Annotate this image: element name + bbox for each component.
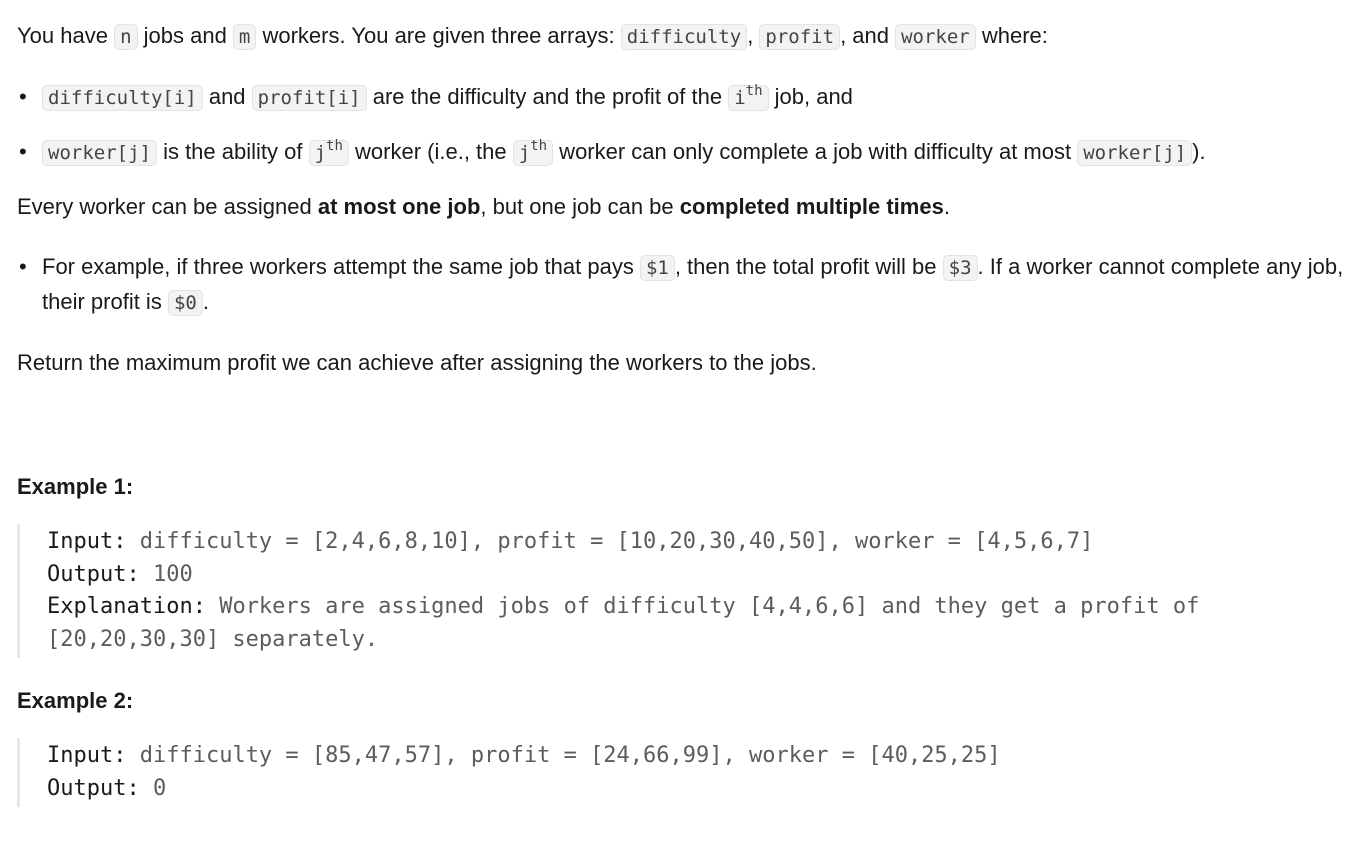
code-dollar-0: $0 (168, 290, 203, 316)
list-text: worker (i.e., the (348, 139, 513, 164)
intro-text: jobs and (137, 23, 233, 48)
explanation-label: Explanation: (47, 594, 206, 619)
code-dollar-1: $1 (640, 255, 675, 281)
list-text: job, and (768, 84, 853, 109)
definitions-list (17, 80, 1358, 170)
output-label: Output: (47, 561, 140, 587)
bold-text: at most one job (317, 194, 481, 219)
code-difficulty-i: difficulty[i] (42, 85, 203, 111)
intro-text: , and (840, 23, 896, 48)
para-text: . (943, 194, 950, 219)
superscript: th (745, 82, 763, 99)
superscript: th (326, 137, 343, 154)
para-text: , but one job can be (480, 194, 680, 219)
intro-paragraph (17, 19, 1358, 54)
code-var: j (314, 142, 327, 164)
code-profit: profit (759, 24, 840, 50)
output-value: 0 (139, 775, 167, 801)
list-item (17, 250, 1358, 320)
list-item (17, 135, 1358, 170)
list-text: For example, if three workers attempt the same job that pays (42, 254, 640, 279)
intro-text: , (747, 23, 760, 48)
example-1-block (17, 524, 1282, 658)
bold-text: completed multiple times (679, 194, 944, 219)
code-var: j (518, 142, 531, 164)
code-var: i (734, 87, 746, 109)
output-label: Output: (47, 775, 140, 801)
code-jth (309, 137, 349, 166)
code-worker-j: worker[j] (42, 140, 157, 166)
bullet-icon: • (19, 139, 27, 164)
intro-text: where: (975, 23, 1048, 48)
example-2-title: Example 2: (17, 688, 134, 713)
code-profit-i: profit[i] (252, 85, 367, 111)
bullet-icon: • (19, 254, 27, 279)
list-text: and (202, 84, 252, 109)
intro-text: workers. You are given three arrays: (256, 23, 621, 48)
code-worker-j: worker[j] (1077, 140, 1192, 166)
input-value: difficulty = [85,47,57], profit = [24,66,99], worker = [40,25,25] (126, 743, 1001, 768)
example-note-list (17, 250, 1358, 320)
input-label: Input: (47, 743, 127, 768)
input-value: difficulty = [2,4,6,8,10], profit = [10,20,30,40,50], worker = [4,5,6,7] (126, 529, 1094, 554)
explanation-value: Workers are assigned jobs of difficulty [4,4,6,6] and they get a profit of [20,20,30,30] separately. (47, 594, 1213, 652)
example-2-block (17, 738, 1282, 807)
code-jth (513, 137, 553, 166)
intro-text: You have (17, 23, 115, 48)
list-text: are the difficulty and the profit of the (366, 84, 729, 109)
list-text: worker can only complete a job with difficulty at most (553, 139, 1078, 164)
assignment-rule-paragraph (17, 190, 1358, 224)
list-text: ). (1192, 139, 1206, 164)
list-item (17, 80, 1358, 115)
list-text: . (202, 289, 209, 314)
bullet-icon: • (19, 84, 27, 109)
code-dollar-3: $3 (943, 255, 978, 281)
code-worker: worker (895, 24, 976, 50)
input-label: Input: (47, 529, 127, 554)
para-text: Every worker can be assigned (17, 194, 318, 219)
code-difficulty: difficulty (621, 24, 747, 50)
code-ith (728, 82, 768, 111)
example-1-title: Example 1: (17, 474, 134, 499)
code-m: m (233, 24, 256, 50)
code-n: n (114, 24, 137, 50)
list-text: is the ability of (156, 139, 309, 164)
list-text: . If a worker cannot complete any job, their profit is (42, 254, 1344, 314)
return-paragraph: Return the maximum profit we can achieve after assigning the workers to the jobs. (17, 350, 817, 375)
superscript: th (530, 137, 548, 154)
list-text: , then the total profit will be (674, 254, 943, 279)
output-value: 100 (139, 561, 193, 587)
